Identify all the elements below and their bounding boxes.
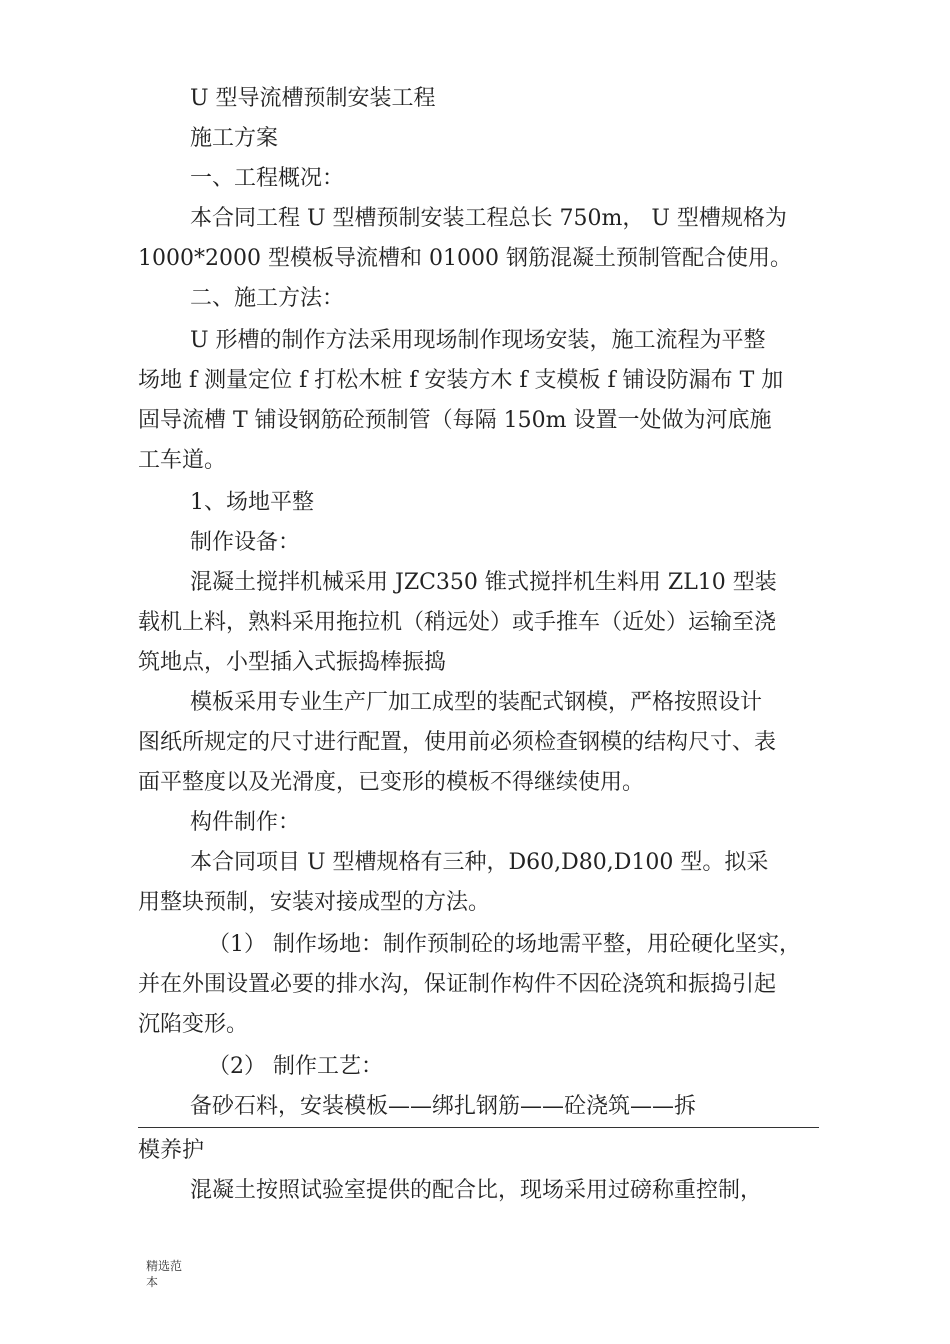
section-heading: 二、施工方法：: [190, 286, 345, 311]
paragraph-line: 模板采用专业生产厂加工成型的装配式钢模，严格按照设计: [190, 690, 763, 715]
paragraph-line: 本合同项目 U 型槽规格有三种，D60,D80,D100 型。拟采: [190, 850, 769, 875]
paragraph-line: 模养护: [138, 1138, 205, 1163]
paragraph-line: 载机上料，熟料采用拖拉机（稍远处）或手推车（近处）运输至浇: [138, 610, 777, 635]
document-subtitle: 施工方案: [190, 126, 279, 151]
paragraph-line: 1000*2000 型模板导流槽和 01000 钢筋混凝土预制管配合使用。: [138, 246, 792, 271]
paragraph-line: 混凝土按照试验室提供的配合比，现场采用过磅称重控制，: [190, 1178, 763, 1203]
paragraph-line: 备砂石料，安装模板——绑扎钢筋——砼浇筑——拆: [190, 1094, 697, 1119]
paragraph-line: 固导流槽 T 铺设钢筋砼预制管（每隔 150m 设置一处做为河底施: [138, 408, 772, 433]
paragraph-line: 并在外围设置必要的排水沟，保证制作构件不因砼浇筑和振捣引起: [138, 972, 777, 997]
paragraph-line: 本合同工程 U 型槽预制安装工程总长 750m， U 型槽规格为: [190, 206, 787, 231]
paragraph-line: 面平整度以及光滑度，已变形的模板不得继续使用。: [138, 770, 645, 795]
paragraph-line: 场地 f 测量定位 f 打松木桩 f 安装方木 f 支模板 f 铺设防漏布 T 加: [138, 368, 784, 393]
document-title: U 型导流槽预制安装工程: [190, 86, 436, 111]
paragraph-line: 图纸所规定的尺寸进行配置，使用前必须检查钢模的结构尺寸、表: [138, 730, 777, 755]
subsection-heading: 构件制作：: [190, 810, 301, 835]
subsection-heading: 制作设备：: [190, 530, 301, 555]
paragraph-line: 筑地点，小型插入式振捣棒振捣: [138, 650, 447, 675]
section-heading: 一、工程概况：: [190, 166, 345, 191]
horizontal-rule: [138, 1127, 819, 1128]
page-footer: 精选范 本: [146, 1259, 183, 1289]
numbered-item: （1） 制作场地：制作预制砼的场地需平整，用砼硬化坚实，: [208, 932, 801, 957]
paragraph-line: 沉陷变形。: [138, 1012, 249, 1037]
subsection-heading: 1、场地平整: [190, 490, 314, 515]
paragraph-line: 混凝土搅拌机械采用 JZC350 锥式搅拌机生料用 ZL10 型装: [190, 570, 777, 595]
paragraph-line: U 形槽的制作方法采用现场制作现场安装，施工流程为平整: [190, 328, 766, 353]
paragraph-line: 工车道。: [138, 448, 227, 473]
paragraph-line: 用整块预制，安装对接成型的方法。: [138, 890, 491, 915]
numbered-item: （2） 制作工艺：: [208, 1054, 383, 1079]
